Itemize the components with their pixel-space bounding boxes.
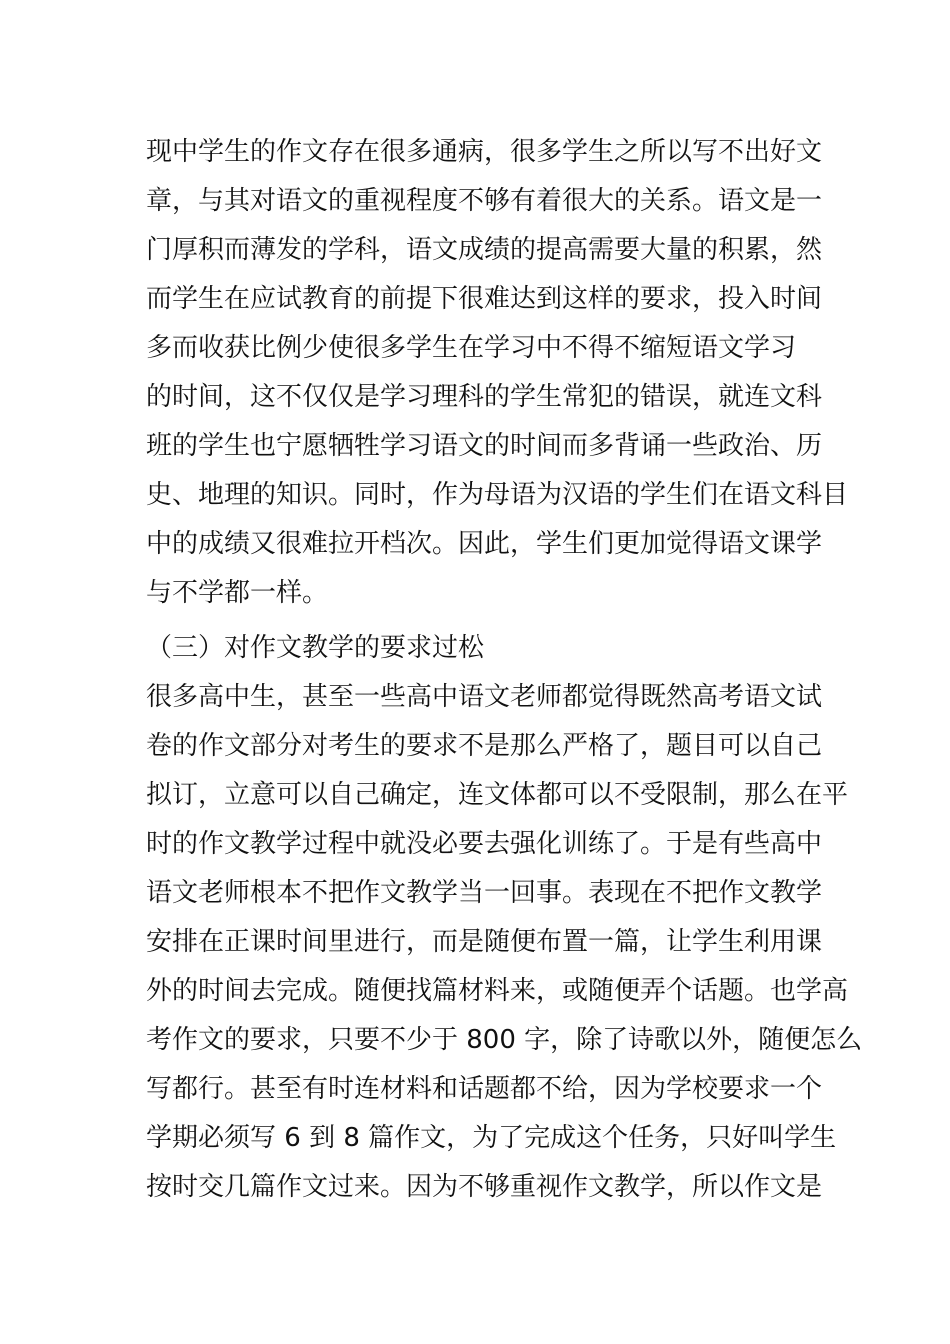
text-line: 门厚积而薄发的学科，语文成绩的提高需要大量的积累，然 [146,235,823,265]
text-line: 而学生在应试教育的前提下很难达到这样的要求，投入时间 [146,284,823,314]
text-line: 按时交几篇作文过来。因为不够重视作文教学，所以作文是 [146,1172,823,1202]
text-line: 语文老师根本不把作文教学当一回事。表现在不把作文教学 [146,878,823,908]
text-line: 学期必须写 6 到 8 篇作文，为了完成这个任务，只好叫学生 [146,1123,837,1153]
text-line: 写都行。甚至有时连材料和话题都不给，因为学校要求一个 [146,1074,823,1104]
text-line: 中的成绩又很难拉开档次。因此，学生们更加觉得语文课学 [146,529,823,559]
text-line: 安排在正课时间里进行，而是随便布置一篇，让学生利用课 [146,927,823,957]
text-line: 很多高中生，甚至一些高中语文老师都觉得既然高考语文试 [146,682,823,712]
text-line: 多而收获比例少使很多学生在学习中不得不缩短语文学习 [146,333,797,363]
text-line: 史、地理的知识。同时，作为母语为汉语的学生们在语文科目 [146,480,849,510]
text-line: 考作文的要求，只要不少于 800 字，除了诗歌以外，随便怎么 [146,1025,863,1055]
text-line: 现中学生的作文存在很多通病，很多学生之所以写不出好文 [146,137,823,167]
text-line: 章，与其对语文的重视程度不够有着很大的关系。语文是一 [146,186,823,216]
text-line: 卷的作文部分对考生的要求不是那么严格了，题目可以自己 [146,731,823,761]
paragraph-2 [146,673,863,1212]
text-line: 拟订，立意可以自己确定，连文体都可以不受限制，那么在平 [146,780,849,810]
paragraph-1 [146,128,849,618]
text-line: 的时间，这不仅仅是学习理科的学生常犯的错误，就连文科 [146,382,823,412]
text-line: 外的时间去完成。随便找篇材料来，或随便弄个话题。也学高 [146,976,849,1006]
text-line: 班的学生也宁愿牺牲学习语文的时间而多背诵一些政治、历 [146,431,823,461]
section-heading: （三）对作文教学的要求过松 [146,633,485,663]
text-line: 时的作文教学过程中就没必要去强化训练了。于是有些高中 [146,829,823,859]
text-line: 与不学都一样。 [146,578,329,608]
